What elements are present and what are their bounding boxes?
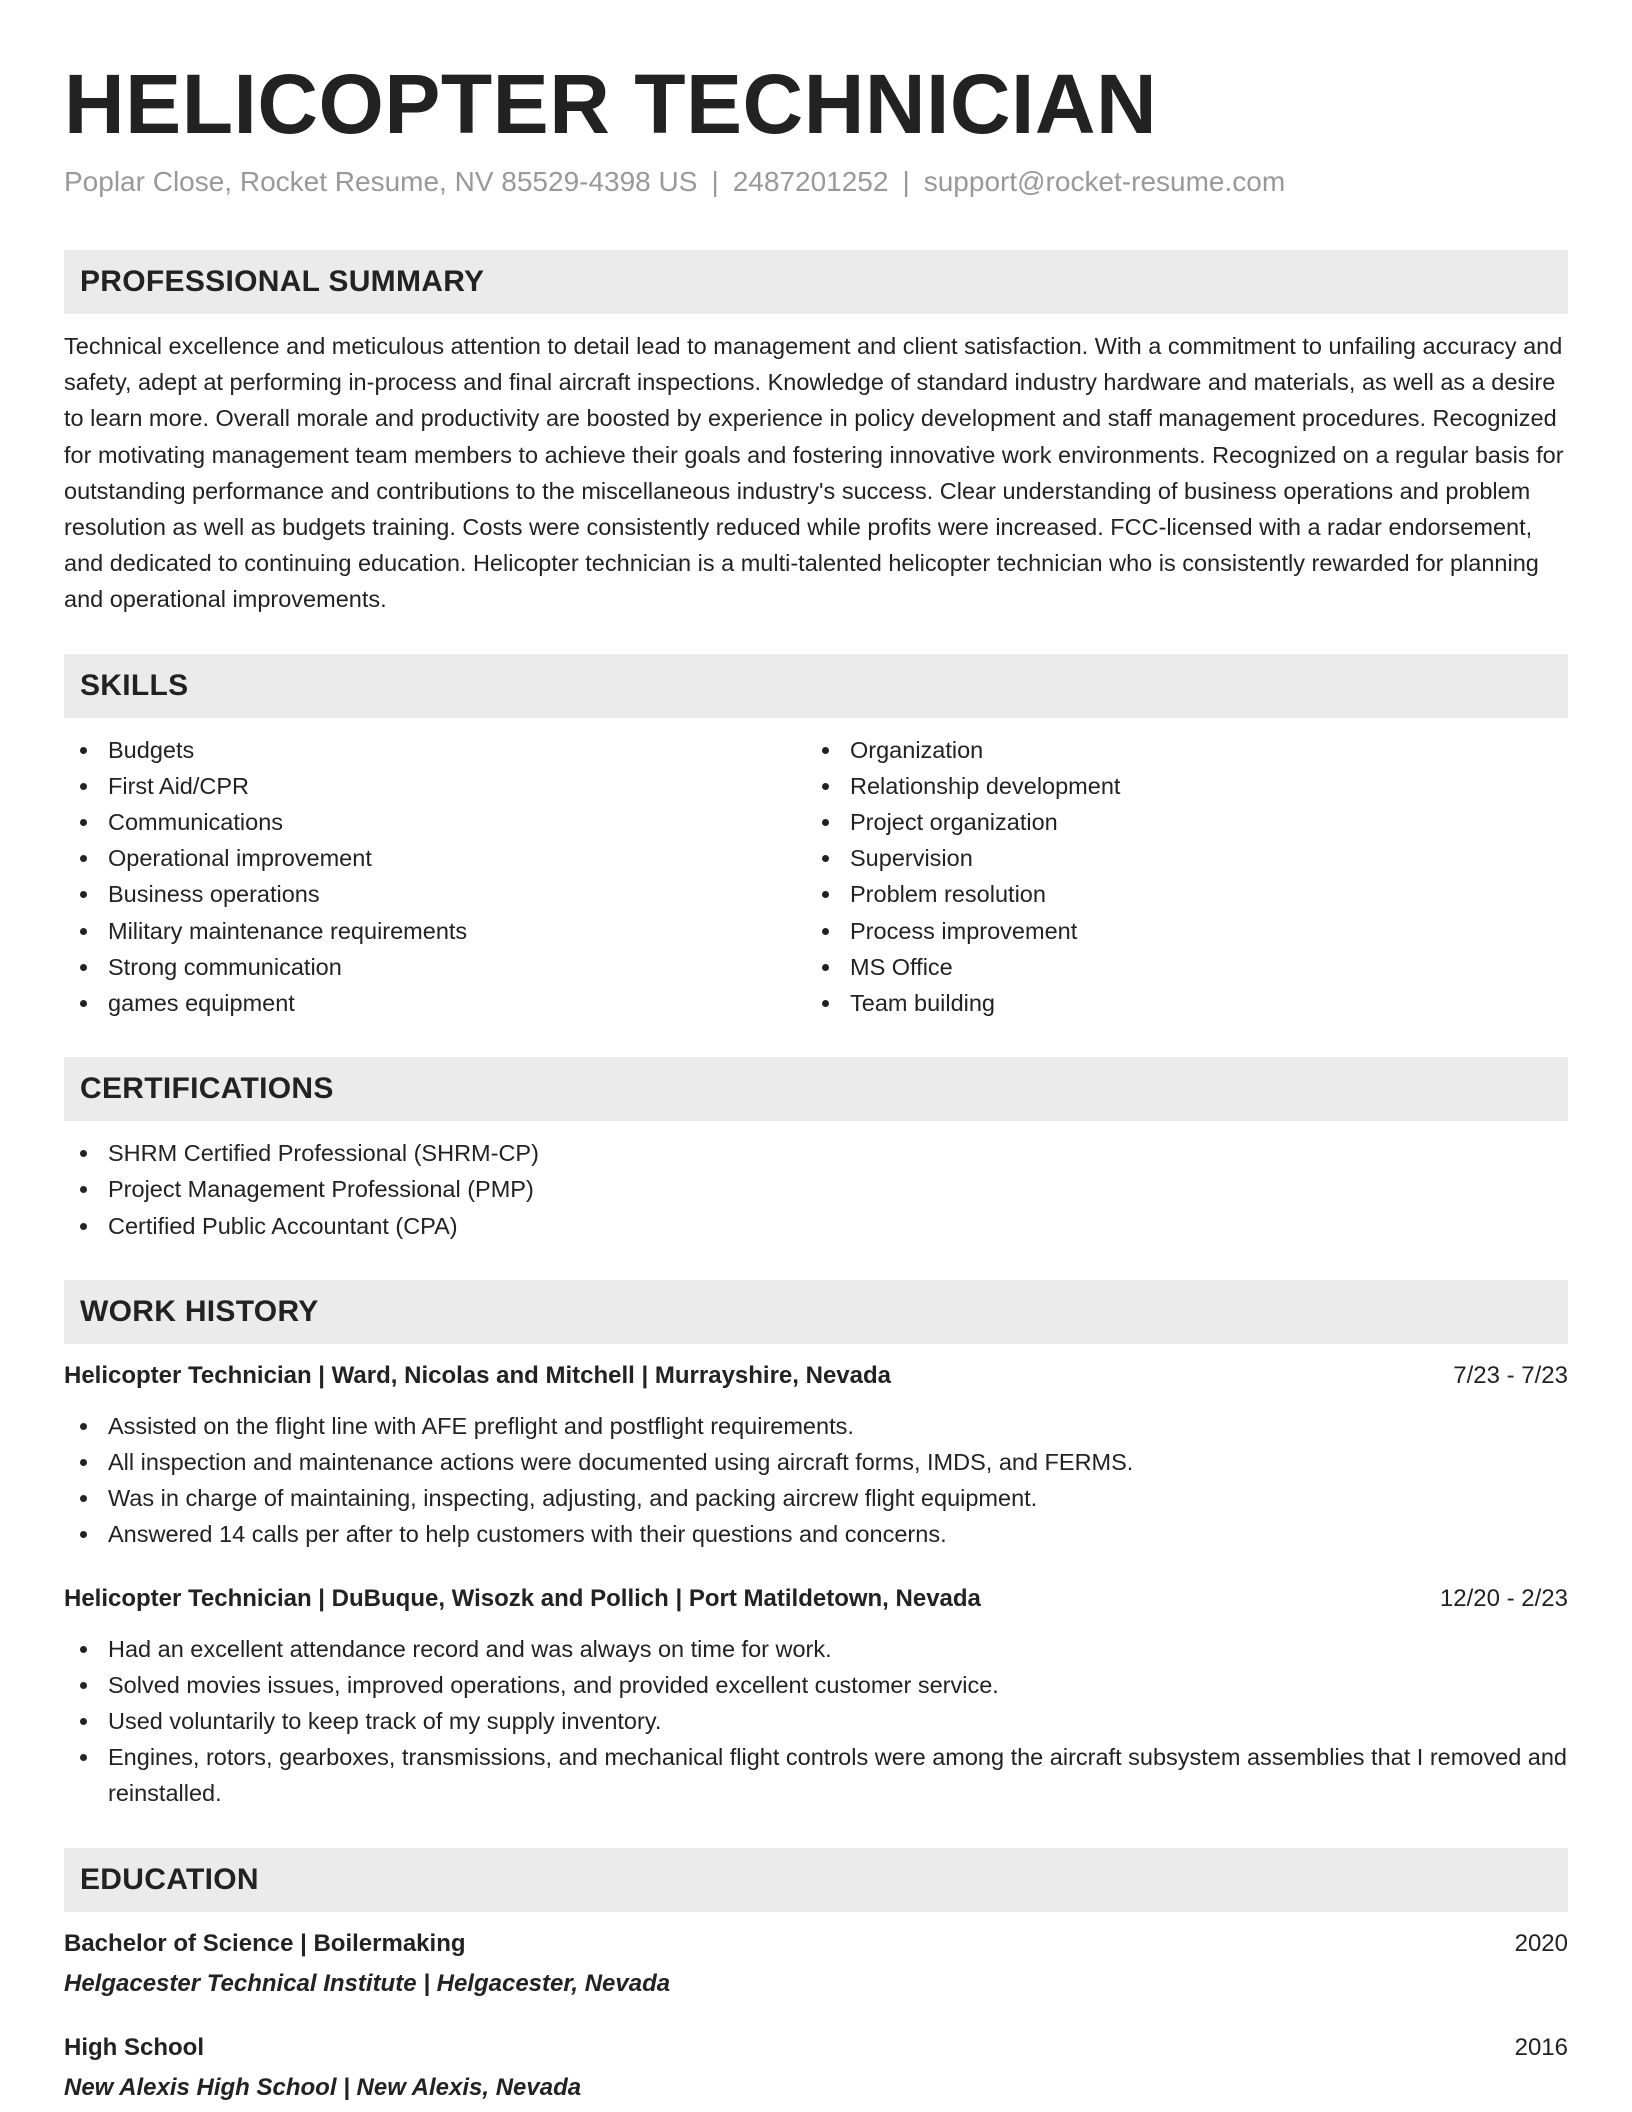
job-duty: Used voluntarily to keep track of my supply inventory. [64,1703,1568,1739]
summary-text: Technical excellence and meticulous attention to detail lead to management and client satisfaction. With a commitment to unfailing accuracy and safety, adept at performing in-process and final aircraft inspections. Knowledge of standard industry hardware and materials, as well as a desire to learn more. Overall morale and productivity are boosted by experience in policy development and staff management procedures. Recognized for motivating management team members to achieve their goals and fostering innovative work environments. Recognized on a regular basis for outstanding performance and contributions to the miscellaneous industry's success. Clear understanding of business operations and problem resolution as well as budgets training. Costs were consistently reduced while profits were increased. FCC-licensed with a radar endorsement, and dedicated to continuing education. Helicopter technician is a multi-talented helicopter technician who is consistently rewarded for planning and operational improvements. [64,333,1564,613]
certifications-heading: CERTIFICATIONS [80,1072,334,1106]
certification-item: SHRM Certified Professional (SHRM-CP) [64,1135,1568,1171]
certifications-section-header [64,1057,1568,1121]
contact-email: support@rocket-resume.com [923,166,1286,197]
education-header [64,2030,1568,2066]
skills-list-right [806,732,1548,1022]
education-year: 2020 [1514,1929,1568,1957]
contact-phone: 2487201252 [732,166,889,197]
job-title: Helicopter Technician | Ward, Nicolas and Mitchell | Murrayshire, Nevada [64,1361,891,1389]
skill-item: Budgets [64,732,806,768]
skill-item: games equipment [64,985,806,1021]
contact-separator: | [902,166,910,197]
contact-address: Poplar Close, Rocket Resume, NV 85529-4398 US [64,166,698,197]
education-header [64,1926,1568,1962]
job-entry [64,1581,1568,1812]
job-title: Helicopter Technician | DuBuque, Wisozk and Pollich | Port Matildetown, Nevada [64,1584,981,1612]
certifications-list [64,1135,1568,1244]
education-school: New Alexis High School | New Alexis, Nevada [64,2073,582,2101]
education-entry [64,1926,1568,2002]
job-header [64,1358,1568,1394]
skills-list-left [64,732,806,1022]
resume-page [64,54,1568,2106]
summary-heading: PROFESSIONAL SUMMARY [80,265,485,298]
contact-line [64,164,1568,200]
skills-heading: SKILLS [80,668,189,702]
skills-column-left [64,732,806,1022]
skill-item: Team building [806,985,1548,1021]
skill-item: Strong communication [64,949,806,985]
education-section [64,1926,1568,2106]
job-dates: 7/23 - 7/23 [1453,1361,1568,1389]
job-duty: Solved movies issues, improved operations, and provided excellent customer service. [64,1667,1568,1703]
skills-column-right [806,732,1548,1022]
skill-item: Relationship development [806,768,1548,804]
skill-item: Supervision [806,840,1548,876]
skill-item: MS Office [806,949,1548,985]
summary-section-header [64,250,1568,314]
job-duty: Engines, rotors, gearboxes, transmissions, and mechanical flight controls were among the aircraft subsystem assemblies that I removed and reinstalled. [64,1739,1568,1811]
education-heading: EDUCATION [80,1862,259,1896]
work-section-header [64,1280,1568,1344]
education-entry [64,2030,1568,2106]
contact-separator: | [711,166,719,197]
education-school: Helgacester Technical Institute | Helgacester, Nevada [64,1969,671,1997]
skill-item: First Aid/CPR [64,768,806,804]
resume-name: HELICOPTER TECHNICIAN [64,57,1158,151]
skills-section-header [64,654,1568,718]
skill-item: Operational improvement [64,840,806,876]
skill-item: Business operations [64,876,806,912]
skill-item: Process improvement [806,913,1548,949]
summary-section [64,328,1568,618]
job-duty: Answered 14 calls per after to help customers with their questions and concerns. [64,1516,1568,1552]
work-heading: WORK HISTORY [80,1294,319,1328]
education-section-header [64,1848,1568,1912]
certification-item: Certified Public Accountant (CPA) [64,1208,1568,1244]
certification-item: Project Management Professional (PMP) [64,1171,1568,1207]
education-year: 2016 [1514,2033,1568,2061]
education-degree: Bachelor of Science | Boilermaking [64,1929,466,1957]
skill-item: Military maintenance requirements [64,913,806,949]
job-duty: Was in charge of maintaining, inspecting, adjusting, and packing aircrew flight equipment. [64,1480,1568,1516]
skill-item: Project organization [806,804,1548,840]
job-header [64,1581,1568,1617]
skill-item: Problem resolution [806,876,1548,912]
skills-section [64,732,1568,1022]
certifications-section [64,1135,1568,1244]
skill-item: Communications [64,804,806,840]
job-duties [64,1631,1568,1812]
job-duties [64,1408,1568,1553]
job-dates: 12/20 - 2/23 [1439,1584,1568,1612]
work-section [64,1358,1568,1812]
education-degree: High School [64,2033,204,2061]
job-duty: Had an excellent attendance record and was always on time for work. [64,1631,1568,1667]
skill-item: Organization [806,732,1548,768]
job-duty: All inspection and maintenance actions were documented using aircraft forms, IMDS, and FERMS. [64,1444,1568,1480]
job-entry [64,1358,1568,1553]
job-duty: Assisted on the flight line with AFE preflight and postflight requirements. [64,1408,1568,1444]
